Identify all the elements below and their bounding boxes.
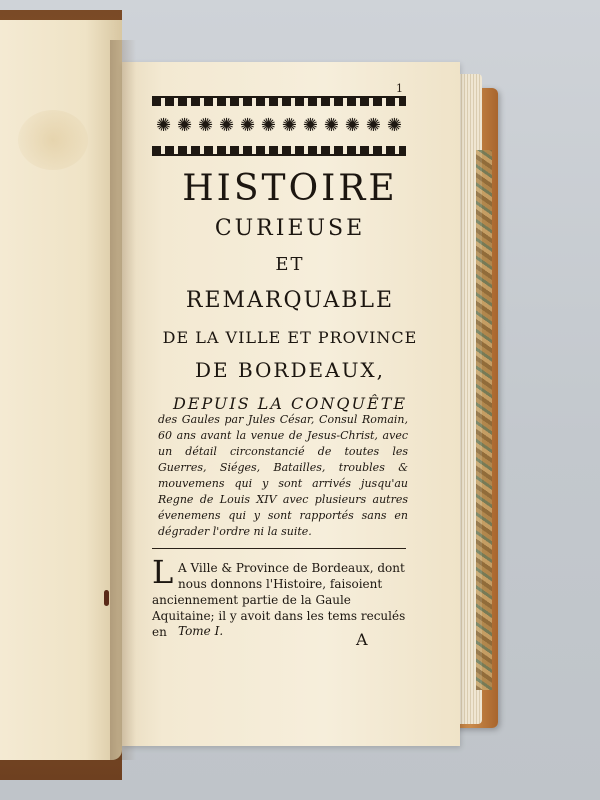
- title-depuis: DEPUIS LA CONQUÊTE: [172, 394, 408, 413]
- title-description: des Gaules par Jules César, Consul Romain, 60 ans avant la venue de Jesus-Christ, avec un détail circonstancié de toutes les Guerres, Siéges, Batailles, troubles & mouvemens qui y sont arrivés jusqu'au Regne de Louis XIV avec plusieurs autres évenemens qui y sont rapportés sans en dégrader l'ordre ni la suite.: [158, 413, 408, 538]
- title-bordeaux: DE BORDEAUX,: [194, 358, 386, 382]
- title-histoire: HISTOIRE: [182, 168, 398, 209]
- ornament-flower-icon: ✺: [365, 115, 381, 136]
- ornament-flower-icon: ✺: [302, 115, 318, 136]
- marbled-edge: [476, 150, 492, 690]
- title-curieuse: CURIEUSE: [214, 216, 366, 241]
- ornament-flower-icon: ✺: [218, 115, 235, 136]
- gutter-shadow: [110, 40, 136, 760]
- drop-cap: L: [152, 553, 174, 591]
- signature-mark: A: [356, 630, 368, 649]
- body-text-line1: A Ville & Province de Bordeaux, dont nous donnons l'Histoire, faisoient: [178, 561, 405, 591]
- ornament-flower-icon: ✺: [260, 115, 277, 136]
- ornament-flower-icon: ✺: [323, 115, 339, 136]
- ornament-flower-icon: ✺: [239, 115, 256, 136]
- printers-ornament: [152, 96, 406, 156]
- title-ville-province: DE LA VILLE ET PROVINCE: [162, 328, 418, 347]
- ornament-row: [152, 112, 406, 140]
- paper-stain: [18, 110, 88, 170]
- ornament-flower-icon: ✺: [281, 115, 297, 136]
- ink-mark: [104, 590, 109, 606]
- ornament-flower-icon: ✺: [344, 115, 360, 136]
- title-remarquable: REMARQUABLE: [185, 288, 395, 313]
- ornament-flower-icon: ✺: [386, 115, 402, 136]
- title-et: ET: [275, 254, 305, 275]
- volume-label: Tome I.: [178, 624, 224, 638]
- ornament-flower-icon: ✺: [197, 115, 214, 136]
- body-text-line2: anciennement partie de la Gaule Aquitaine; il y avoit dans les tems reculés en: [152, 593, 406, 639]
- ornament-flower-icon: ✺: [176, 115, 193, 136]
- divider-rule: [152, 548, 406, 549]
- ornament-flower-icon: ✺: [156, 115, 172, 136]
- left-page: [0, 20, 122, 760]
- page-number: 1: [396, 82, 403, 95]
